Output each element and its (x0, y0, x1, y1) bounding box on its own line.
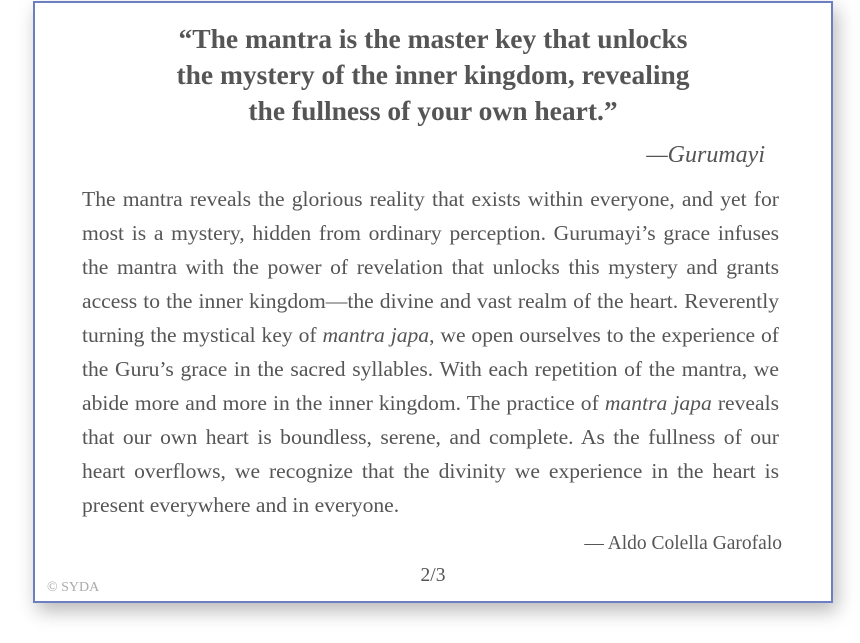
quote-line-3: the fullness of your own heart.” (248, 95, 618, 126)
copyright-notice: © SYDA (47, 580, 100, 595)
quote-attribution: —Gurumayi (646, 142, 765, 168)
paragraph-text-2: , we open ourselves to the experience of the Guru’s grace in the sacred syllables. With each repetition of the mantra, we abide more and more in the inner kingdom. The practice of (82, 323, 779, 415)
italic-term-2: mantra japa (604, 391, 712, 415)
paragraph-text-1: The mantra reveals the glorious reality that exists within everyone, and yet for most is a mystery, hidden from ordinary perception. Gurumayi’s grace infuses the mantra with the power of revelation that unlocks this mystery and grants access to the inner kingdom—the divine and vast realm of the heart. Reverently turning the mystical key of (82, 187, 779, 347)
content-card (33, 1, 833, 603)
quote-line-1: “The mantra is the master key that unlocks (178, 23, 688, 54)
italic-term-1: mantra japa (322, 323, 430, 347)
paragraph-text-3: reveals that our own heart is boundless, serene, and complete. As the fullness of our heart overflows, we recognize that the divinity we experience in the heart is present everywhere and in everyone. (82, 391, 779, 517)
page-indicator: 2/3 (420, 565, 446, 586)
commentary-author: — Aldo Colella Garofalo (584, 533, 782, 554)
commentary-paragraph (82, 182, 779, 522)
featured-quote (35, 21, 831, 129)
quote-line-2: the mystery of the inner kingdom, revealing (176, 59, 690, 90)
